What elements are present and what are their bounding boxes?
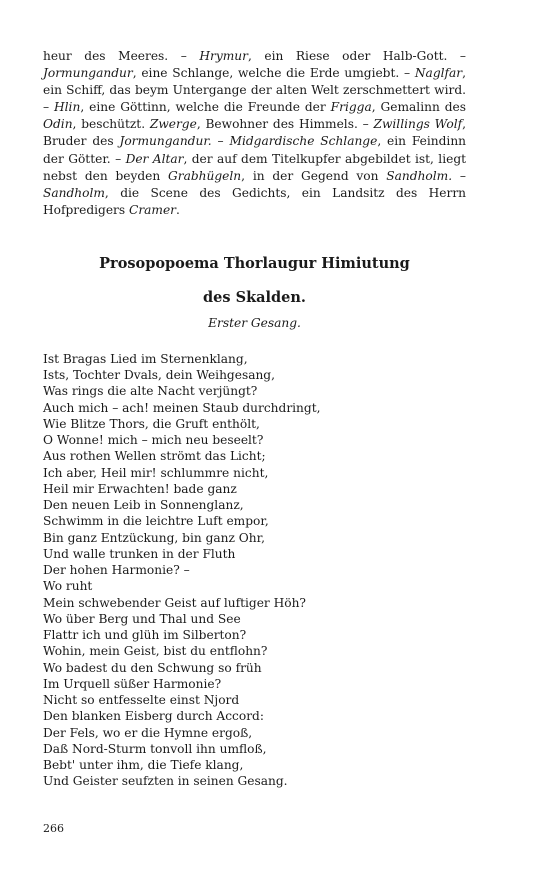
note-text: , Gemalinn des (371, 100, 466, 115)
note-text: , Bruder des (43, 117, 466, 149)
poem-line: Nicht so entfesselte einst Njord (43, 693, 240, 708)
note-text: , eine Schlange, welche die Erde umgiebt. – (132, 66, 415, 81)
note-text: , Bewohner des Himmels. – (196, 117, 374, 132)
note-term: Frigga (330, 100, 372, 115)
poem-line: Und Geister seufzten in seinen Gesang. (43, 774, 288, 789)
note-text: , ein Schiff, das beym Untergange der alten Welt zerschmettert wird. – (43, 66, 466, 115)
note-term: Midgardische Schlange (229, 134, 378, 149)
note-text: , die Scene des Gedichts, ein Landsitz des Herrn Hofpredigers (43, 185, 466, 217)
poem-line: Den neuen Leib in Sonnenglanz, (43, 498, 244, 513)
poem-text (43, 351, 466, 790)
poem-line: Der Fels, wo er die Hymne ergoß, (43, 725, 253, 740)
note-text: heur des Meeres. – (43, 49, 200, 63)
poem-line: Im Urquell süßer Harmonie? (43, 676, 222, 691)
note-text: , ein Feindinn der Götter. – (43, 134, 467, 166)
poem-line: Wo badest du den Schwung so früh (43, 660, 262, 675)
poem-line: Was rings die alte Nacht verjüngt? (43, 384, 258, 399)
poem-line: Ists, Tochter Dvals, dein Weihgesang, (43, 368, 275, 383)
poem-line: Bebt' unter ihm, die Tiefe klang, (43, 758, 244, 773)
poem-line: Ist Bragas Lied im Sternenklang, (43, 351, 248, 366)
note-term: Naglfar (414, 66, 463, 81)
poem-line: Mein schwebender Geist auf luftiger Höh? (43, 595, 306, 610)
note-text: , eine Göttinn, welche die Freunde der (80, 100, 331, 115)
note-term: Hlin (54, 100, 81, 115)
note-term: Jormungandur (43, 66, 133, 81)
note-term: Hrymur (199, 49, 248, 63)
note-text: . (176, 202, 180, 217)
poem-line: Und walle trunken in der Fluth (43, 546, 236, 561)
canto-heading: Erster Gesang. (208, 315, 301, 330)
note-text: – (211, 134, 230, 149)
note-text: , der auf dem Titelkupfer abgebildet ist, liegt nebst den beyden (43, 151, 467, 183)
poem-line: Ich aber, Heil mir! schlummre nicht, (43, 465, 269, 480)
poem-line: Wohin, mein Geist, bist du entflohn? (43, 644, 268, 659)
note-term: Sandholm. (386, 168, 453, 183)
note-text: – (452, 168, 466, 183)
note-term: Zwillings Wolf (373, 117, 463, 132)
poem-line: Heil mir Erwachten! bade ganz (43, 481, 237, 496)
footnote-paragraph (43, 48, 466, 219)
poem-line: Bin ganz Entzückung, bin ganz Ohr, (43, 530, 265, 545)
note-term: Cramer (129, 202, 177, 217)
poem-line: O Wonne! mich – mich neu beseelt? (43, 433, 264, 448)
note-term: Der Altar (125, 151, 184, 166)
poem-line: Daß Nord-Sturm tonvoll ihn umfloß, (43, 741, 267, 756)
poem-line: Wie Blitze Thors, die Gruft enthölt, (43, 416, 260, 431)
note-term: Grabhügeln (168, 168, 242, 183)
poem-line: Aus rothen Wellen strömt das Licht; (43, 449, 266, 464)
page-body (43, 48, 466, 790)
poem-line: Auch mich – ach! meinen Staub durchdringt, (43, 400, 321, 415)
poem-line: Der hohen Harmonie? – (43, 563, 190, 578)
note-term: Odin (43, 117, 73, 132)
poem-title: Prosopopoema Thorlaugur Himiutung (99, 254, 410, 272)
note-term: Jormungandur. (119, 134, 212, 149)
note-text: , ein Riese oder Halb-Gott. – (247, 49, 467, 63)
note-text: , beschützt. (72, 117, 150, 132)
poem-line: Wo ruht (43, 579, 93, 594)
poem-line: Flattr ich und glüh im Silberton? (43, 628, 247, 643)
note-text: , in der Gegend von (241, 168, 387, 183)
poem-title-second-line: des Skalden. (203, 288, 306, 306)
note-term: Zwerge (149, 117, 197, 132)
poem-line: Den blanken Eisberg durch Accord: (43, 709, 264, 724)
page-number: 266 (43, 822, 64, 835)
note-term: Sandholm (43, 185, 105, 200)
poem-line: Schwimm in die leichtre Luft empor, (43, 514, 269, 529)
poem-line: Wo über Berg und Thal und See (43, 611, 241, 626)
